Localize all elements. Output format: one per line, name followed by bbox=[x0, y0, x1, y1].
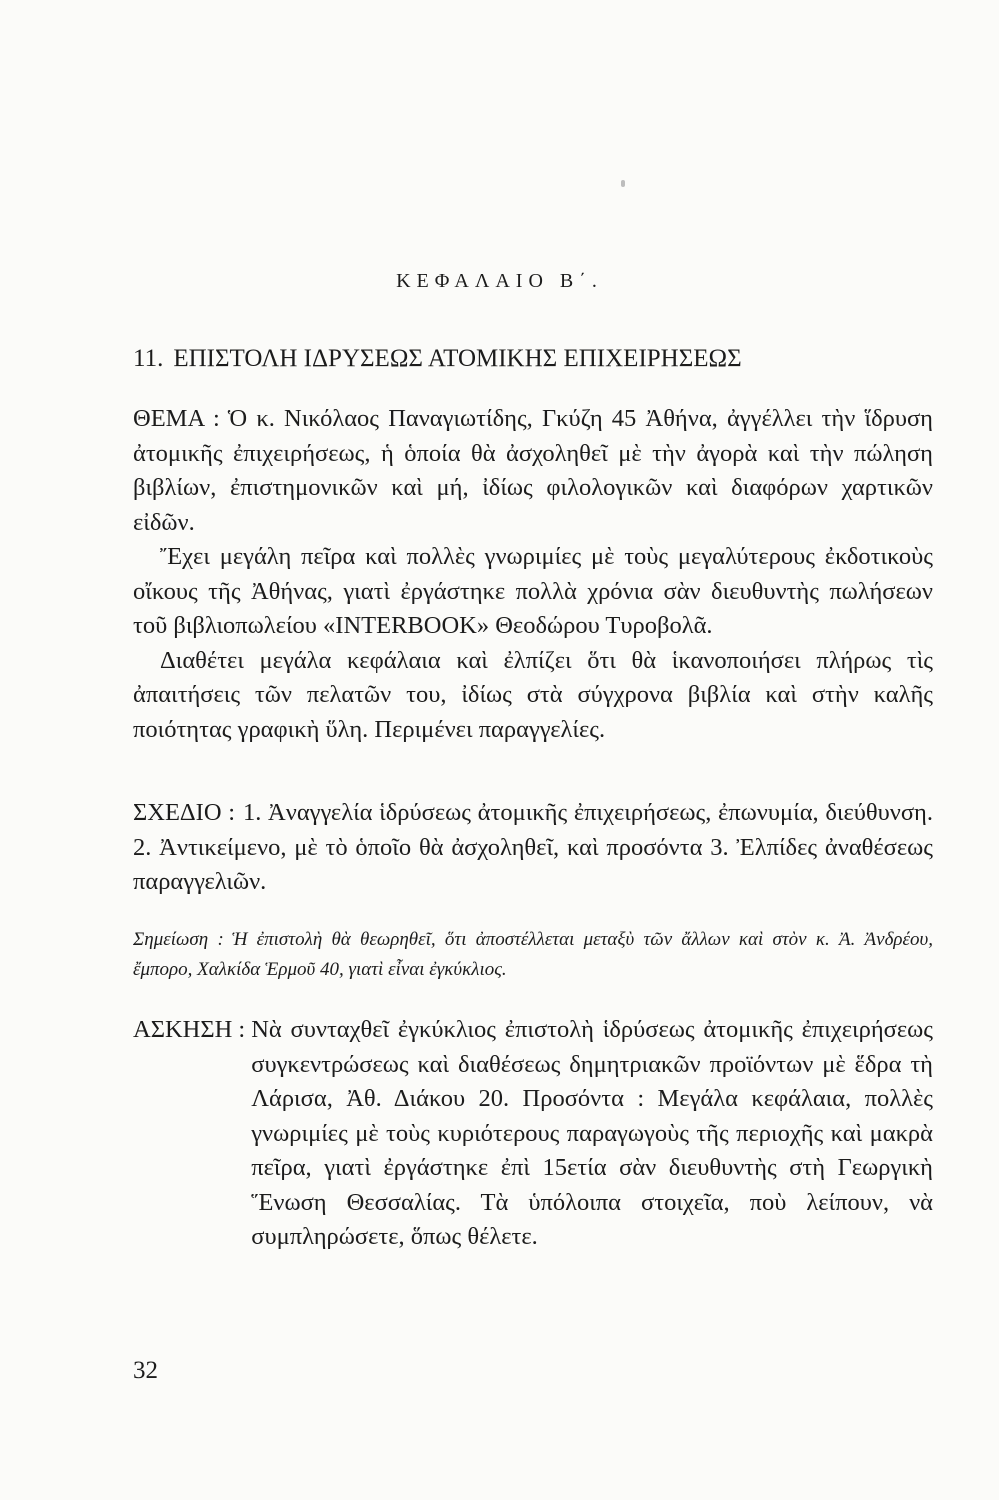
exercise-label: ΑΣΚΗΣΗ : bbox=[133, 1016, 246, 1043]
plan-paragraph bbox=[133, 796, 933, 900]
theme-label: ΘΕΜΑ : bbox=[133, 405, 220, 432]
note-block bbox=[133, 925, 933, 985]
print-speck bbox=[621, 180, 625, 187]
plan-block bbox=[133, 796, 933, 900]
theme-paragraph-1 bbox=[133, 402, 933, 540]
page-number: 32 bbox=[133, 1357, 158, 1384]
theme-paragraph-2: Ἔχει μεγάλη πεῖρα καὶ πολλὲς γνωριμίες μὲ τοὺς μεγαλύτερους ἐκδοτικοὺς οἴκους τῆς Ἀθήνας, γιατὶ ἐργάστηκε πολλὰ χρόνια σὰν διευθυντὴς πωλήσεων τοῦ βιβλιοπωλείου «INTERBOOK» Θεοδώρου Τυροβολᾶ. bbox=[133, 543, 933, 639]
note-text: Ἡ ἐπιστολὴ θὰ θεωρηθεῖ, ὅτι ἀποστέλλεται μεταξὺ τῶν ἄλλων καὶ στὸν κ. Ἀ. Ἀνδρέου, ἔμπορο, Χαλκίδα Ἑρμοῦ 40, γιατὶ εἶναι ἐγκύκλιος. bbox=[133, 929, 934, 980]
plan-label: ΣΧΕΔΙΟ : bbox=[133, 799, 236, 826]
theme-block bbox=[133, 402, 933, 747]
section-number: 11. bbox=[133, 345, 164, 372]
note-label: Σημείωση : bbox=[133, 929, 224, 950]
plan-text: 1. Ἀναγγελία ἱδρύσεως ἀτομικῆς ἐπιχειρήσεως, ἐπωνυμία, διεύθυνση. 2. Ἀντικείμενο, μὲ τὸ ὁποῖο θὰ ἀσχοληθεῖ, καὶ προσόντα 3. Ἐλπίδες ἀναθέσεως παραγγελιῶν. bbox=[133, 799, 933, 895]
chapter-heading: ΚΕΦΑΛΑΙΟ Β΄. bbox=[396, 270, 603, 292]
section-title-text: ΕΠΙΣΤΟΛΗ ΙΔΡΥΣΕΩΣ ΑΤΟΜΙΚΗΣ ΕΠΙΧΕΙΡΗΣΕΩΣ bbox=[173, 345, 742, 372]
exercise-text: Νὰ συνταχθεῖ ἐγκύκλιος ἐπιστολὴ ἱδρύσεως ἀτομικῆς ἐπιχειρήσεως συγκεντρώσεως καὶ διαθέσεως δημητριακῶν προϊόντων μὲ ἕδρα τὴ Λάρισα, Ἀθ. Διάκου 20. Προσόντα : Μεγάλα κεφάλαια, πολλὲς γνωριμίες μὲ τοὺς κυριότερους παραγωγοὺς τῆς περιοχῆς καὶ μακρὰ πεῖρα, γιατὶ ἐργάστηκε ἐπὶ 15ετία σὰν διευθυντὴς στὴ Γεωργικὴ Ἕνωση Θεσσαλίας. Τὰ ὑπόλοιπα στοιχεῖα, ποὺ λείπουν, νὰ συμπληρώσετε, ὅπως θέλετε. bbox=[251, 1016, 933, 1250]
theme-paragraph-3: Διαθέτει μεγάλα κεφάλαια καὶ ἐλπίζει ὅτι θὰ ἱκανοποιήσει πλήρως τὶς ἀπαιτήσεις τῶν πελατῶν του, ἰδίως στὰ σύγχρονα βιβλία καὶ στὴν καλῆς ποιότητας γραφικὴ ὕλη. Περιμένει παραγγελίες. bbox=[133, 646, 933, 743]
theme-paragraph-1-text: Ὁ κ. Νικόλαος Παναγιωτίδης, Γκύζη 45 Ἀθήνα, ἀγγέλλει τὴν ἵδρυση ἀτομικῆς ἐπιχειρήσεως, ἡ ὁποία θὰ ἀσχοληθεῖ μὲ τὴν ἀγορὰ καὶ τὴν πώληση βιβλίων, ἐπιστημονικῶν καὶ μή, ἰδίως φιλολογικῶν καὶ διαφόρων χαρτικῶν εἰδῶν. bbox=[133, 405, 933, 536]
exercise-block bbox=[133, 1013, 933, 1255]
section-title bbox=[133, 345, 933, 373]
